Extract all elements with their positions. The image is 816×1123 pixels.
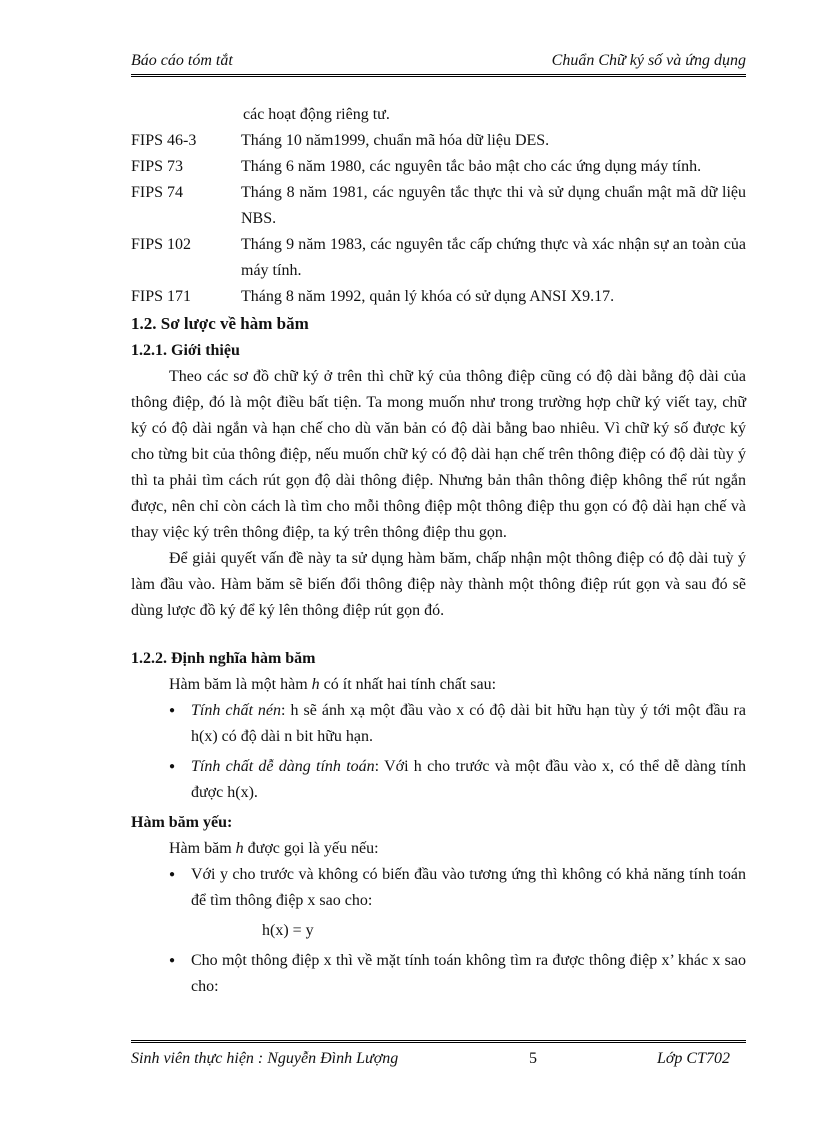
weak-text-a: Hàm băm xyxy=(169,840,236,857)
page-header xyxy=(131,52,746,74)
bullet-text: Cho một thông điệp x thì về mặt tính toán không tìm ra được thông điệp x’ khác x sao cho: xyxy=(191,952,746,995)
bullet-item xyxy=(169,862,746,914)
header-rule xyxy=(131,74,746,77)
fips-code: FIPS 102 xyxy=(131,236,192,253)
fips-code: FIPS 46-3 xyxy=(131,132,197,149)
fips-text: Tháng 10 năm1999, chuẩn mã hóa dữ liệu DES. xyxy=(241,132,550,149)
intro-paragraph-1: Theo các sơ đồ chữ ký ở trên thì chữ ký của thông điệp cũng có độ dài bằng độ dài của thông điệp, đó là một điều bất tiện. Ta mong muốn như trong trường hợp chữ ký viết tay, chữ ký có độ dài ngắn và hạn chế cho dù văn bản có độ dài bằng bao nhiêu. Vì chữ ký số được ký cho từng bit của thông điệp, nếu muốn chữ ký có độ dài hạn chế trên thông điệp có độ dài tùy ý thì ta phải tìm cách rút gọn độ dài thông điệp. Nhưng bản thân thông điệp không thể rút ngắn được, nên chỉ còn cách là tìm cho mỗi thông điệp một thông điệp thu gọn có độ dài hạn chế và thay việc ký trên thông điệp, ta ký trên thông điệp thu gọn. xyxy=(131,368,746,541)
bullet-label: Tính chất nén xyxy=(191,702,282,719)
continuation-line: các hoạt động riêng tư. xyxy=(243,106,390,123)
fips-row xyxy=(131,284,746,310)
formula: h(x) = y xyxy=(262,922,314,939)
fips-code: FIPS 74 xyxy=(131,184,184,201)
bullet-body: : Với h cho trước và một đầu vào x, có thể dễ dàng tính được h(x). xyxy=(191,758,747,801)
spacer xyxy=(131,624,746,646)
fips-row xyxy=(131,154,746,180)
definition-line xyxy=(169,672,746,698)
header-left: Báo cáo tóm tắt xyxy=(131,52,233,69)
page-number: 5 xyxy=(529,1050,537,1067)
footer-rule xyxy=(131,1040,746,1043)
fips-row xyxy=(131,232,746,284)
bullet-body: : h sẽ ánh xạ một đầu vào x có độ dài bit hữu hạn tùy ý tới một đầu ra h(x) có độ dài n bit hữu hạn. xyxy=(191,702,746,745)
bullet-label: Tính chất dễ dàng tính toán xyxy=(191,758,375,775)
weak-hash-intro xyxy=(169,836,746,862)
weak-symbol-h: h xyxy=(235,840,244,857)
intro-paragraph-2: Để giải quyết vấn đề này ta sử dụng hàm băm, chấp nhận một thông điệp có độ dài tuỳ ý làm đầu vào. Hàm băm sẽ biến đổi thông điệp này thành một thông điệp rút gọn và sau đó sẽ dùng lược đồ ký để ký lên thông điệp rút gọn đó. xyxy=(131,550,746,619)
bullet-text xyxy=(191,698,746,750)
footer-class: Lớp CT702 xyxy=(656,1050,730,1067)
weak-hash-heading: Hàm băm yếu: xyxy=(131,814,233,831)
bullet-icon: ● xyxy=(169,705,176,716)
header-right: Chuẩn Chữ ký số và ứng dụng xyxy=(551,52,746,69)
bullet-item xyxy=(169,698,746,750)
fips-text: Tháng 8 năm 1992, quản lý khóa có sử dụng ANSI X9.17. xyxy=(241,288,615,305)
subsection-heading-intro: 1.2.1. Giới thiệu xyxy=(131,342,240,359)
definition-text-a: Hàm băm là một hàm xyxy=(169,676,312,693)
fips-text: Tháng 9 năm 1983, các nguyên tắc cấp chứng thực và xác nhận sự an toàn của máy tính. xyxy=(241,236,746,279)
page-body xyxy=(131,102,746,1004)
fips-text: Tháng 8 năm 1981, các nguyên tắc thực thi và sử dụng chuẩn mật mã dữ liệu NBS. xyxy=(241,184,746,227)
footer-author: Sinh viên thực hiện : Nguyễn Đình Lượng xyxy=(131,1050,399,1067)
bullet-icon: ● xyxy=(169,761,176,772)
definition-text-b: có ít nhất hai tính chất sau: xyxy=(319,676,497,693)
definition-symbol-h: h xyxy=(311,676,320,693)
fips-code: FIPS 171 xyxy=(131,288,192,305)
fips-code: FIPS 73 xyxy=(131,158,184,175)
page-footer xyxy=(131,1050,746,1074)
bullet-icon: ● xyxy=(169,869,176,880)
fips-row xyxy=(131,180,746,232)
section-heading: 1.2. Sơ lược về hàm băm xyxy=(131,314,309,333)
weak-text-b: được gọi là yếu nếu: xyxy=(243,840,379,857)
subsection-heading-definition: 1.2.2. Định nghĩa hàm băm xyxy=(131,650,316,667)
fips-row xyxy=(131,128,746,154)
fips-text: Tháng 6 năm 1980, các nguyên tắc bảo mật cho các ứng dụng máy tính. xyxy=(241,158,702,175)
bullet-text xyxy=(191,754,746,806)
bullet-item xyxy=(169,754,746,806)
bullet-item xyxy=(169,948,746,1000)
bullet-icon: ● xyxy=(169,955,176,966)
bullet-text: Với y cho trước và không có biến đầu vào tương ứng thì không có khả năng tính toán để tìm thông điệp x sao cho: xyxy=(191,866,746,909)
